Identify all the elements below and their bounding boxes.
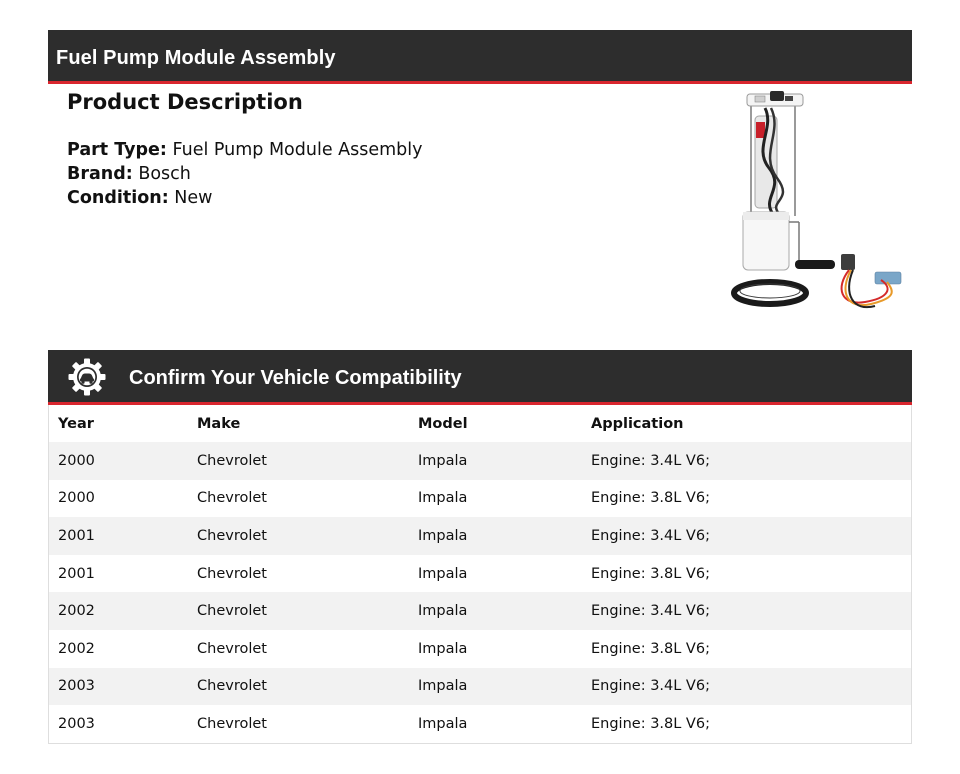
cell-application: Engine: 3.8L V6; bbox=[591, 565, 710, 582]
table-row bbox=[49, 480, 911, 518]
table-row bbox=[49, 668, 911, 706]
cell-make: Chevrolet bbox=[197, 678, 267, 695]
cell-make: Chevrolet bbox=[197, 527, 267, 544]
table-row bbox=[49, 517, 911, 555]
cell-model: Impala bbox=[418, 452, 468, 469]
page-title: Fuel Pump Module Assembly bbox=[56, 47, 336, 69]
compatibility-banner bbox=[48, 350, 912, 405]
spec-key: Brand: bbox=[67, 164, 133, 184]
column-header-make: Make bbox=[197, 415, 241, 432]
column-header-year: Year bbox=[58, 415, 94, 432]
compatibility-table bbox=[48, 405, 912, 744]
gear-car-icon bbox=[68, 358, 106, 396]
cell-year: 2002 bbox=[58, 640, 95, 657]
cell-model: Impala bbox=[418, 527, 468, 544]
spec-part-type bbox=[67, 140, 423, 160]
compatibility-title: Confirm Your Vehicle Compatibility bbox=[129, 367, 462, 389]
cell-application: Engine: 3.8L V6; bbox=[591, 640, 710, 657]
cell-model: Impala bbox=[418, 678, 468, 695]
cell-application: Engine: 3.4L V6; bbox=[591, 603, 710, 620]
cell-model: Impala bbox=[418, 715, 468, 732]
cell-application: Engine: 3.4L V6; bbox=[591, 678, 710, 695]
cell-make: Chevrolet bbox=[197, 640, 267, 657]
table-row bbox=[49, 705, 911, 743]
cell-make: Chevrolet bbox=[197, 715, 267, 732]
cell-make: Chevrolet bbox=[197, 452, 267, 469]
spec-value: New bbox=[174, 188, 213, 208]
spec-key: Condition: bbox=[67, 188, 169, 208]
cell-year: 2003 bbox=[58, 715, 95, 732]
cell-year: 2003 bbox=[58, 678, 95, 695]
table-row bbox=[49, 592, 911, 630]
cell-application: Engine: 3.4L V6; bbox=[591, 452, 710, 469]
cell-model: Impala bbox=[418, 490, 468, 507]
cell-make: Chevrolet bbox=[197, 603, 267, 620]
table-row bbox=[49, 630, 911, 668]
column-header-model: Model bbox=[418, 415, 468, 432]
spec-value: Bosch bbox=[138, 164, 191, 184]
cell-year: 2000 bbox=[58, 452, 95, 469]
cell-model: Impala bbox=[418, 603, 468, 620]
table-row bbox=[49, 442, 911, 480]
cell-make: Chevrolet bbox=[197, 490, 267, 507]
cell-application: Engine: 3.8L V6; bbox=[591, 715, 710, 732]
cell-application: Engine: 3.4L V6; bbox=[591, 527, 710, 544]
cell-model: Impala bbox=[418, 640, 468, 657]
cell-year: 2002 bbox=[58, 603, 95, 620]
title-banner bbox=[48, 30, 912, 84]
description-heading: Product Description bbox=[67, 90, 303, 114]
spec-condition bbox=[67, 188, 212, 208]
cell-application: Engine: 3.8L V6; bbox=[591, 490, 710, 507]
cell-make: Chevrolet bbox=[197, 565, 267, 582]
table-header-row bbox=[49, 405, 911, 442]
cell-year: 2001 bbox=[58, 527, 95, 544]
cell-year: 2001 bbox=[58, 565, 95, 582]
column-header-application: Application bbox=[591, 415, 684, 432]
product-image bbox=[725, 88, 910, 316]
cell-model: Impala bbox=[418, 565, 468, 582]
table-row bbox=[49, 555, 911, 593]
spec-brand bbox=[67, 164, 191, 184]
spec-value: Fuel Pump Module Assembly bbox=[172, 140, 423, 160]
cell-year: 2000 bbox=[58, 490, 95, 507]
spec-key: Part Type: bbox=[67, 140, 167, 160]
